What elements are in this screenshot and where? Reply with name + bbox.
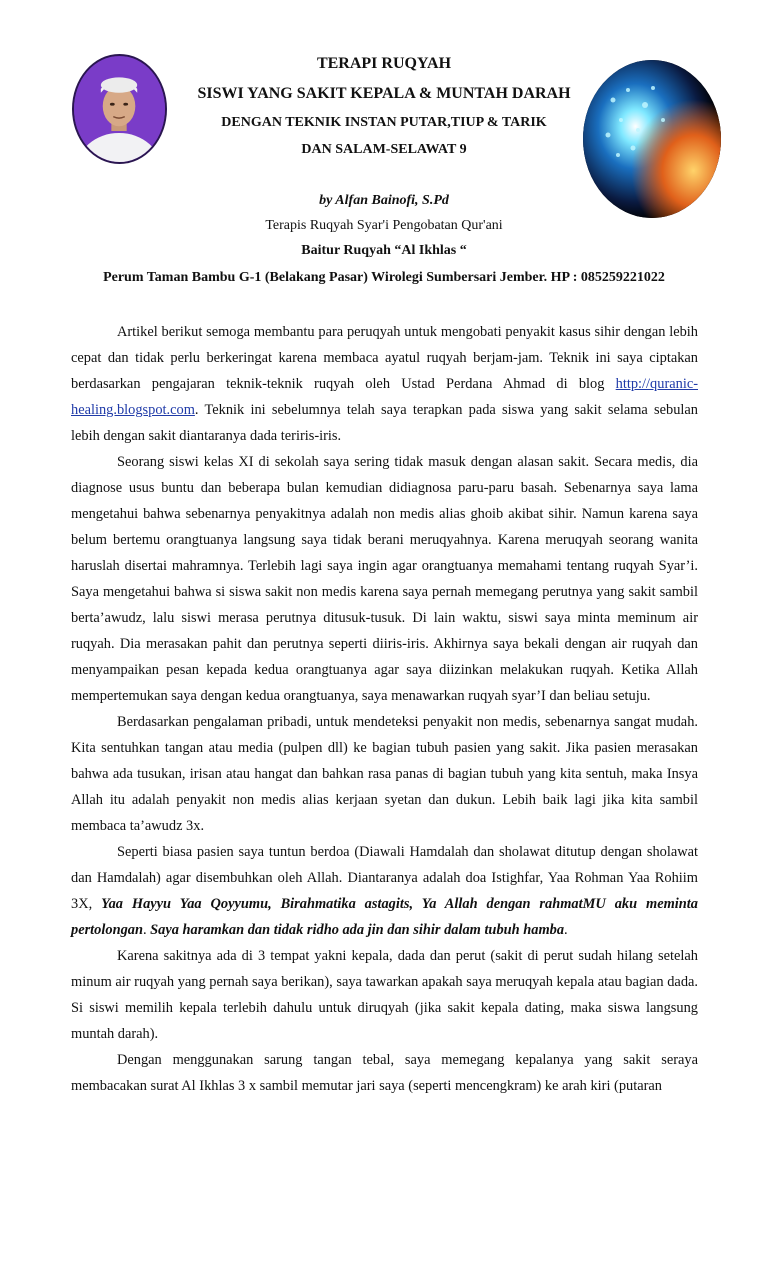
paragraph-3: Berdasarkan pengalaman pribadi, untuk mendeteksi penyakit non medis, sebenarnya sangat mudah. Kita sentuhkan tangan atau media (pulpen dll) ke bagian tubuh pasien yang sakit. Jika pasien merasakan bahwa ada tusukan, irisan atau hangat dan bahkan rasa panas di bagian tubuh yang kita sentuh, maka Insya Allah itu adalah penyakit non medis alias kerjaan syetan dan dukun. Lebih baik lagi jika kita sambil membaca ta’awudz 3x. [71,714,698,834]
paragraph-2: Seorang siswi kelas XI di sekolah saya sering tidak masuk dengan alasan sakit. Secara medis, dia diagnose usus buntu dan beberapa bulan kemudian didiagnosa paru-paru basah. Sebenarnya saya lama mengetahui bahwa sebenarnya penyakitnya adalah non medis alias ghoib akibat sihir. Namun karena saya belum bertemu orangtuanya langsung saya tidak berani meruqyahnya. Karena meruqyah seorang wanita haruslah disertai mahramnya. Terlebih lagi saya ingin agar orangtuanya memahami tentang ruqyah Syar’i. Saya mengetahui bahwa si siswa sakit non medis karena saya pernah memegang perutnya yang sakit sambil berta’awudz, lalu siswi merasa perutnya ditusuk-tusuk. Di lain waktu, siswi saya minta meminum air ruqyah. Dia merasakan pahit dan perutnya seperti diiris-iris. Akhirnya saya bekali dengan air ruqyah dan menyampaikan pesan kepada kedua orangtuanya agar saya diizinkan melakukan ruqyah. Ketika Allah mempertemukan saya dengan kedua orangtuanya, saya menawarkan ruqyah syar’I dan beliau setuju. [71,454,698,704]
organization-address: Perum Taman Bambu G-1 (Belakang Pasar) Wirolegi Sumbersari Jember. HP : 085259221022 [103,270,665,285]
organization-name: Baitur Ruqyah “Al Ikhlas “ [301,243,467,258]
paragraph-4: Seperti biasa pasien saya tuntun berdoa (Diawali Hamdalah dan sholawat ditutup dengan sholawat dan Hamdalah) agar disembuhkan oleh Allah. Diantaranya adalah doa Istighfar, Yaa Rohman Yaa Rohiim 3X, Yaa Hayyu Yaa Qoyyumu, Birahmatika astagits, Ya Allah dengan rahmatMU aku meminta pertolongan. Saya haramkan dan tidak ridho ada jin dan sihir dalam tubuh hamba. [71,844,698,938]
paragraph-5: Karena sakitnya ada di 3 tempat yakni kepala, dada dan perut (sakit di perut sudah hilang setelah minum air ruqyah yang pernah saya berikan), saya tawarkan apakah saya meruqyah kepala atau bagian dada. Si siswi memilih kepala terlebih dahulu untuk diruqyah (jika sakit kepala dating, maka siswa langsung muntah darah). [71,948,698,1042]
article-body [71,319,698,1099]
technique-subheading: DAN SALAM-SELAWAT 9 [301,142,467,157]
prayer-emphasis: Yaa Hayyu Yaa Qoyyumu, Birahmatika astagits, Ya Allah dengan rahmatMU aku meminta pertolongan [71,896,698,938]
paragraph-6: Dengan menggunakan sarung tangan tebal, saya memegang kepalanya yang sakit seraya membacakan surat Al Ikhlas 3 x sambil memutar jari saya (seperti mencengkram) ke arah kiri (putaran [71,1052,698,1094]
declaration-emphasis: Saya haramkan dan tidak ridho ada jin dan sihir dalam tubuh hamba [150,922,565,938]
author-byline: by Alfan Bainofi, S.Pd [319,193,449,208]
author-role: Terapis Ruqyah Syar'i Pengobatan Qur'ani [265,218,503,233]
blog-link[interactable]: http://quranic-healing.blogspot.com [71,376,698,418]
paragraph-1: Artikel berikut semoga membantu para peruqyah untuk mengobati penyakit kasus sihir dengan lebih cepat dan tidak perlu berkeringat karena membaca ayatul ruqyah berjam-jam. Teknik ini saya ciptakan berdasarkan pengajaran teknik-teknik ruqyah oleh Ustad Perdana Ahmad di blog http://quranic-healing.blogspot.com. Teknik ini sebelumnya telah saya terapkan pada siswa yang sakit selama sebulan lebih dengan sakit diantaranya dada teriris-iris. [71,324,698,444]
technique-heading: DENGAN TEKNIK INSTAN PUTAR,TIUP & TARIK [221,115,547,130]
document-title: TERAPI RUQYAH [316,55,452,72]
document-subtitle: SISWI YANG SAKIT KEPALA & MUNTAH DARAH [197,85,571,102]
